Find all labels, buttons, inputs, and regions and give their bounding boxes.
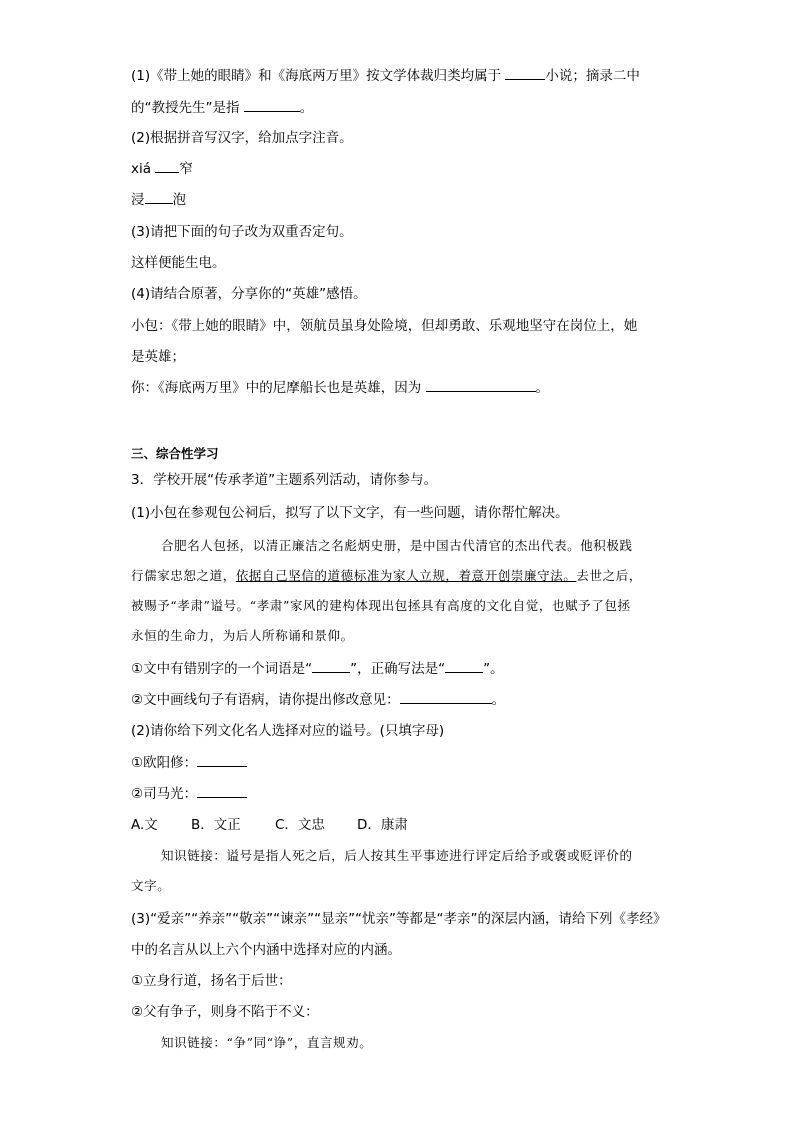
typo-question-b: ”，正确写法是“ xyxy=(350,661,446,677)
quote2: ②父有争子，则身不陷于不义： xyxy=(131,1004,319,1020)
q2-part4-title: (4)请结合原著，分享你的“英雄”感悟。 xyxy=(131,286,367,302)
grammar-question xyxy=(131,690,505,710)
passage-line1: 合肥名人包拯，以清正廉洁之名彪炳史册，是中国古代清官的杰出代表。他积极践 xyxy=(161,538,633,553)
pao-pinyin-blank[interactable] xyxy=(145,190,173,204)
passage-line2-b: 去世之后， xyxy=(576,568,642,583)
pinyin-xia: xiá xyxy=(131,161,156,177)
q3-part3-line1: (3)“爱亲”“养亲”“敬亲”“谏亲”“显亲”“忧亲”等都是“孝亲”的深层内涵，请给下列《孝经》 xyxy=(131,911,667,927)
q3-part1-title: (1)小包在参观包公祠后，拟写了以下文字，有一些问题，请你帮忙解决。 xyxy=(131,505,569,521)
passage-line2 xyxy=(131,566,642,586)
pinyin-xia-tail: 窄 xyxy=(179,161,193,177)
option-d[interactable]: D．康肃 xyxy=(357,817,408,833)
typo-word-blank[interactable] xyxy=(312,659,350,673)
sima-answer-blank[interactable] xyxy=(197,784,247,798)
q2-part1-text-a: (1)《带上她的眼睛》和《海底两万里》按文学体裁归类均属于 xyxy=(131,68,506,84)
knowledge-link2: 知识链接：“争”同“诤”，直言规劝。 xyxy=(161,1035,373,1050)
q2-part3-sentence: 这样便能生电。 xyxy=(131,255,226,271)
q3-part3-line2: 中的名言从以上六个内涵中选择对应的内涵。 xyxy=(131,942,401,958)
underlined-sentence: 依据自己坚信的道德标准为家人立规，着意开创崇廉守法。 xyxy=(235,568,577,583)
ouyang-label: ①欧阳修： xyxy=(131,755,198,771)
grammar-question-b: 。 xyxy=(491,692,506,708)
grammar-fix-blank[interactable] xyxy=(400,690,492,704)
typo-question-c: ”。 xyxy=(483,661,504,677)
passage-line3: 被赐予“孝肃”谥号。“孝肃”家风的建构体现出包拯具有高度的文化自觉，也赋予了包拯 xyxy=(131,598,631,613)
you-line xyxy=(131,378,549,398)
pinyin-xia-line xyxy=(131,159,193,179)
grammar-question-a: ②文中画线句子有语病，请你提出修改意见： xyxy=(131,692,400,708)
option-b[interactable]: B．文正 xyxy=(191,817,241,833)
options-line xyxy=(131,815,427,835)
genre-answer-blank[interactable] xyxy=(505,66,545,80)
typo-question xyxy=(131,659,504,679)
q3-part2-title: (2)请你给下列文化名人选择对应的谥号。(只填字母) xyxy=(131,723,445,739)
you-line-text: 你：《海底两万里》中的尼摩船长也是英雄，因为 xyxy=(131,380,426,396)
correct-word-blank[interactable] xyxy=(445,659,483,673)
xiaobao-line1: 小包：《带上她的眼睛》中，领航员虽身处险境，但却勇敢、乐观地坚守在岗位上，她 xyxy=(131,318,638,334)
q2-part2-title: (2)根据拼音写汉字，给加点字注音。 xyxy=(131,130,353,146)
xia-answer-blank[interactable] xyxy=(155,159,179,173)
passage-line2-a: 行儒家忠恕之道， xyxy=(131,568,236,583)
jin-pao-line xyxy=(131,190,186,210)
q2-part3-title: (3)请把下面的句子改为双重否定句。 xyxy=(131,224,353,240)
q2-part1-line1 xyxy=(131,66,640,86)
q2-part1-line2-text: 的“教授先生”是指 xyxy=(131,100,244,116)
professor-answer-blank[interactable] xyxy=(244,98,300,112)
q2-part1-line2 xyxy=(131,98,313,118)
section3-heading: 三、综合性学习 xyxy=(131,446,219,461)
quote1: ①立身行道，扬名于后世： xyxy=(131,973,292,989)
xiaobao-line2: 是英雄； xyxy=(131,349,185,365)
passage-line4: 永恒的生命力，为后人所称诵和景仰。 xyxy=(131,628,354,643)
option-a[interactable]: A.文 xyxy=(131,817,158,833)
you-line-end: 。 xyxy=(535,380,550,396)
sima-line xyxy=(131,784,247,804)
q2-part1-line2-end: 。 xyxy=(299,100,314,116)
ouyang-line xyxy=(131,753,247,773)
knowledge-link1-line1: 知识链接：谥号是指人死之后，后人按其生平事迹进行评定后给予或褒或贬评价的 xyxy=(161,848,633,863)
q3-intro: 3．学校开展“传承孝道”主题系列活动，请你参与。 xyxy=(131,472,438,488)
typo-question-a: ①文中有错别字的一个词语是“ xyxy=(131,661,313,677)
knowledge-link1-line2: 文字。 xyxy=(131,878,171,893)
char-pao: 泡 xyxy=(172,192,186,208)
hero-reason-blank[interactable] xyxy=(426,378,536,392)
option-c[interactable]: C．文忠 xyxy=(275,817,325,833)
char-jin: 浸 xyxy=(131,192,145,208)
sima-label: ②司马光： xyxy=(131,786,198,802)
ouyang-answer-blank[interactable] xyxy=(197,753,247,767)
q2-part1-text-b: 小说；摘录二中 xyxy=(545,68,640,84)
